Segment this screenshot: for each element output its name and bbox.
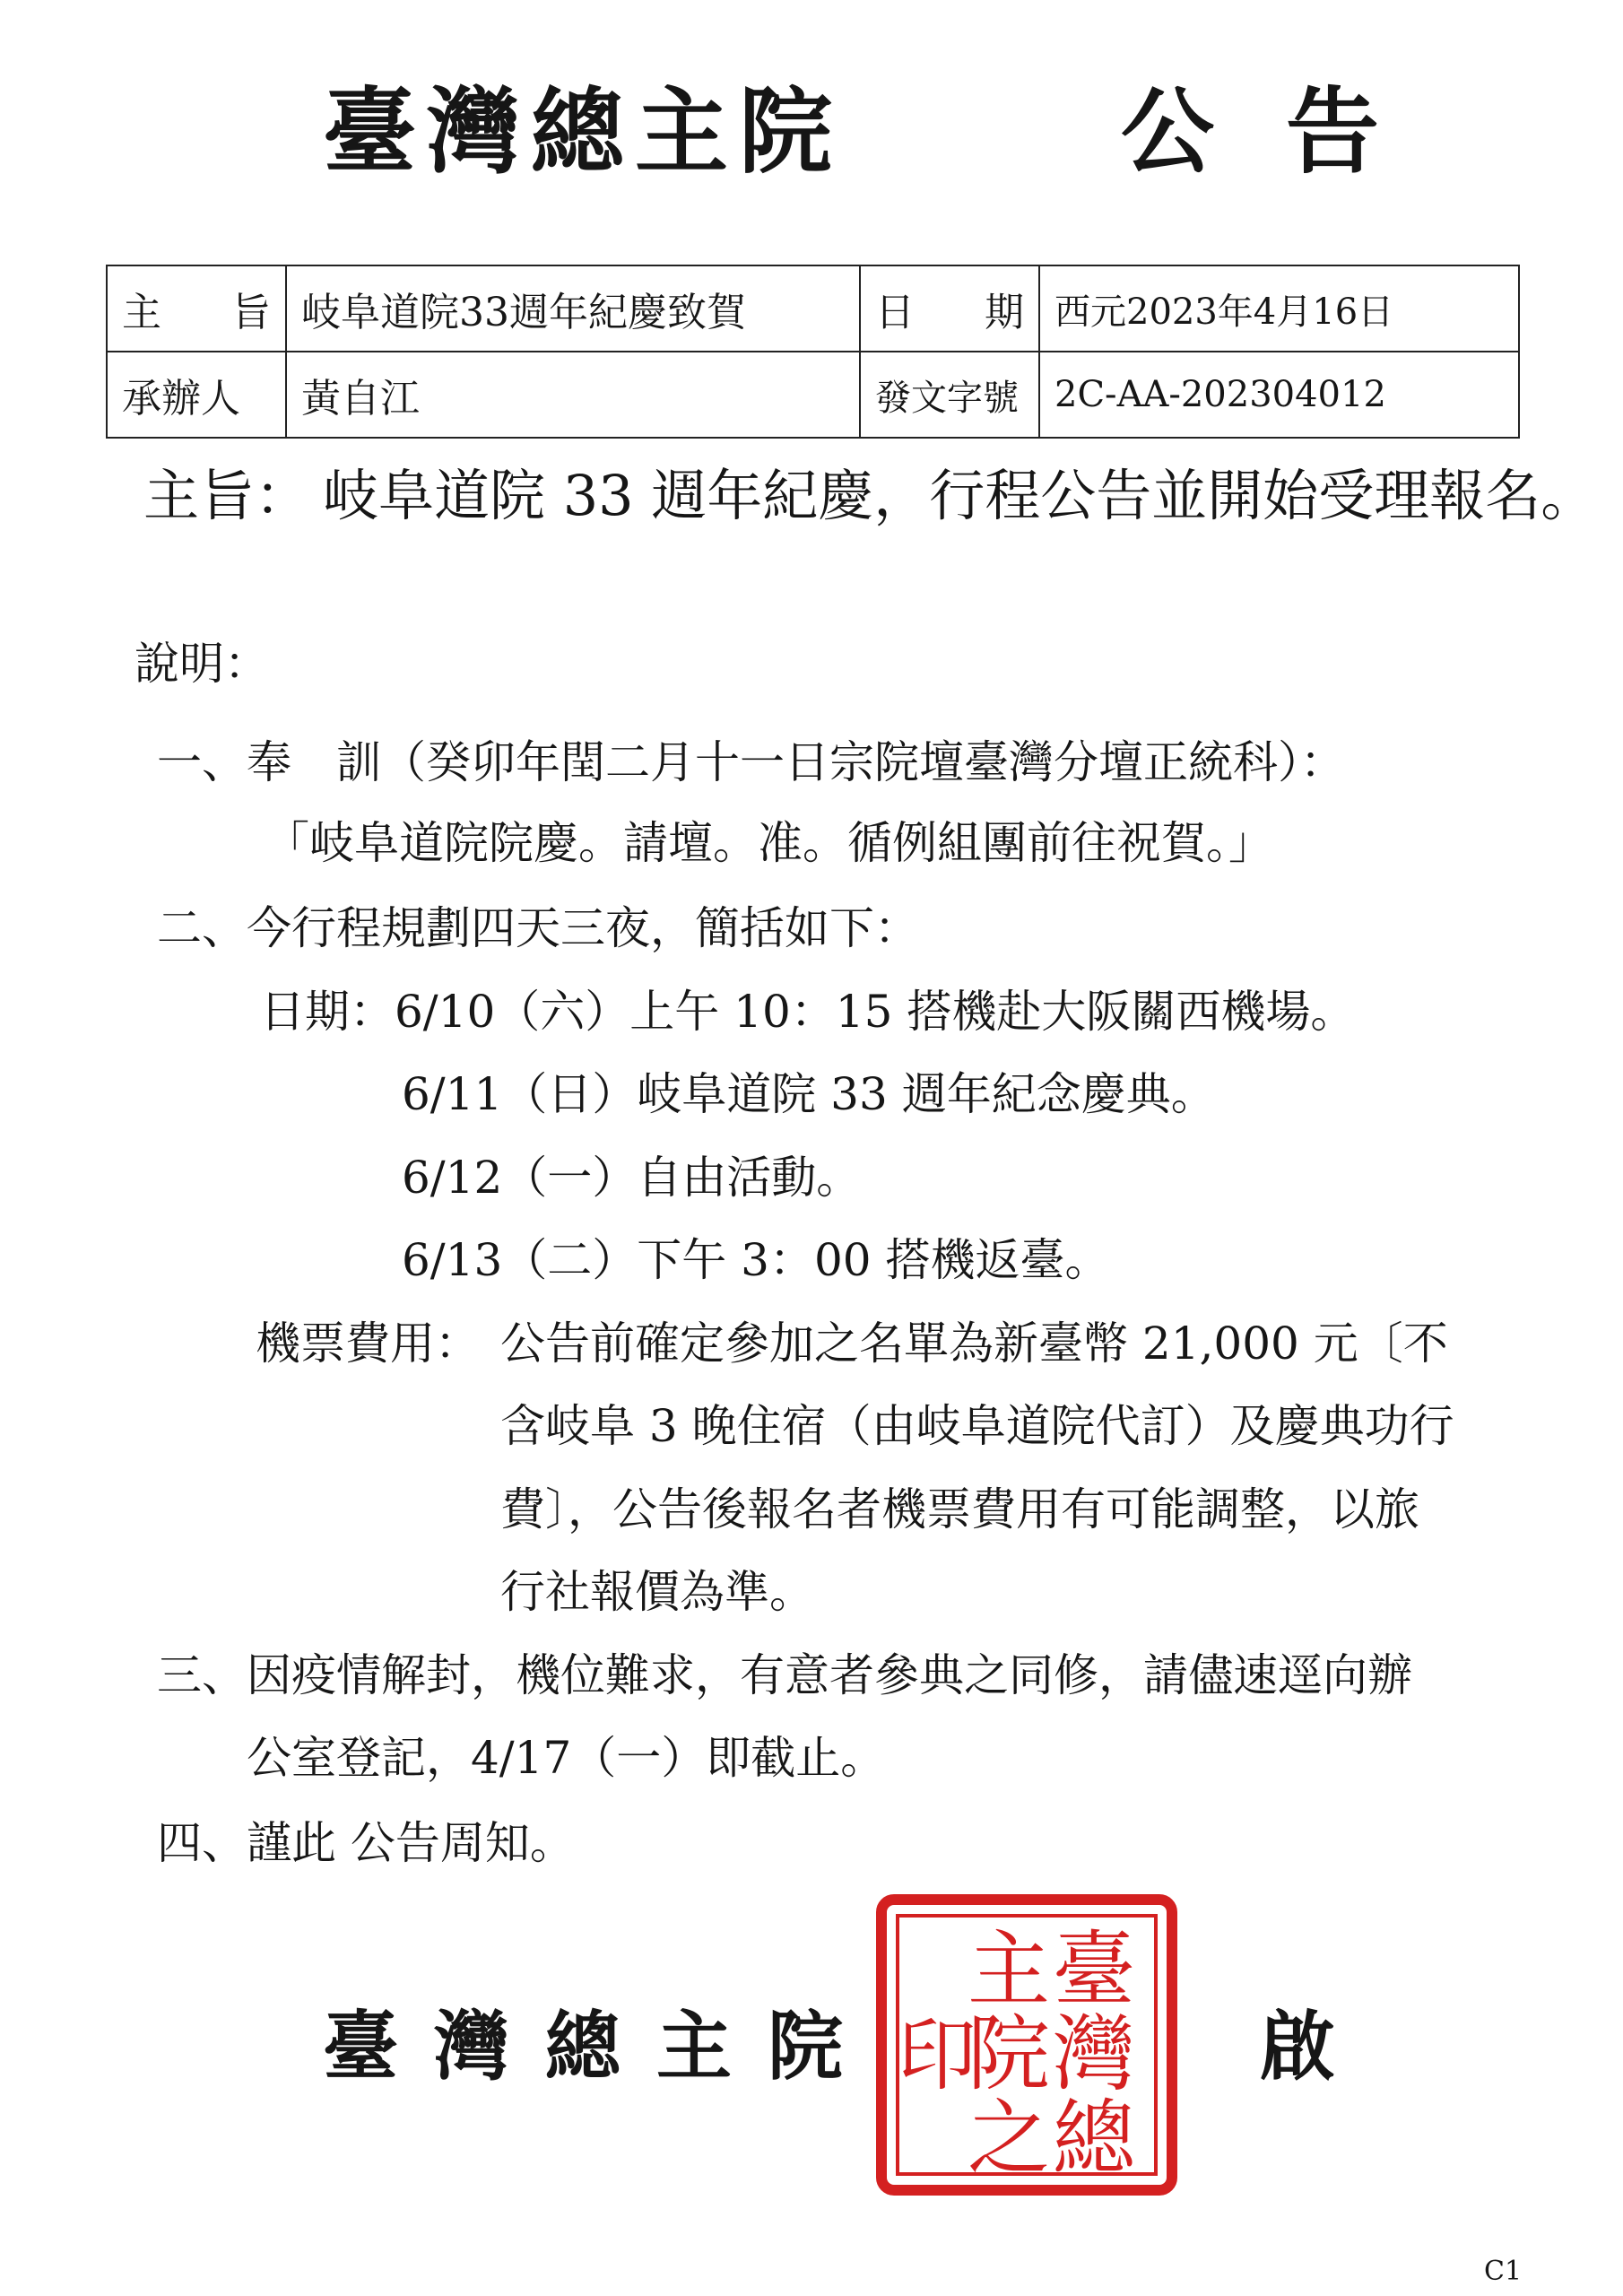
docno-label: 發文字號 (860, 352, 1039, 438)
schedule-line-4: 6/13（二）下午 3：00 搭機返臺。 (402, 1234, 1110, 1286)
footer-closing: 啟 (1260, 2003, 1336, 2091)
handler-value: 黃自江 (286, 352, 860, 438)
schedule-line-1: 日期：6/10（六）上午 10：15 搭機赴大阪關西機場。 (260, 986, 1356, 1038)
subject-label-cell (107, 265, 286, 352)
fee-label: 機票費用： (256, 1318, 480, 1370)
subject-label-char-2: 旨 (231, 290, 271, 335)
item-four-line-1: 四、謹此 公告周知。 (157, 1817, 575, 1869)
date-label (875, 280, 1024, 337)
info-row-handler (107, 352, 1519, 438)
fee-line-2: 含岐阜 3 晚住宿（由岐阜道院代訂）及慶典功行 (500, 1400, 1454, 1452)
schedule-line-2: 6/11（日）岐阜道院 33 週年紀念慶典。 (402, 1068, 1216, 1120)
item-three-line-1: 三、因疫情解封，機位難求，有意者參典之同修，請儘速逕向辦 (157, 1649, 1412, 1701)
svg-text:院: 院 (967, 2006, 1051, 2102)
document-issuer-title: 臺灣總主院 (323, 77, 844, 187)
subject-label (122, 280, 271, 337)
item-one-line-2: 「岐阜道院院慶。請壇。准。循例組團前往祝賀。」 (265, 817, 1273, 869)
item-one-line-1: 一、奉 訓（癸卯年閏二月十一日宗院壇臺灣分壇正統科）： (157, 736, 1345, 788)
page-code: C1 (1484, 2256, 1523, 2287)
svg-text:之: 之 (967, 2091, 1051, 2187)
schedule-line-3: 6/12（一）自由活動。 (402, 1152, 862, 1204)
item-three-line-2: 公室登記，4/17（一）即截止。 (247, 1732, 886, 1784)
document-type-title: 公告 (1121, 77, 1452, 187)
fee-line-4: 行社報價為準。 (500, 1566, 814, 1618)
subject-paragraph-text: 岐阜道院 33 週年紀慶，行程公告並開始受理報名。 (323, 463, 1597, 528)
info-row-subject (107, 265, 1519, 352)
subject-value: 岐阜道院33週年紀慶致賀 (286, 265, 860, 352)
item-two-line-1: 二、今行程規劃四天三夜，簡括如下： (157, 902, 919, 954)
fee-line-1: 公告前確定參加之名單為新臺幣 21,000 元〔不 (500, 1318, 1448, 1370)
date-label-cell (860, 265, 1039, 352)
subject-paragraph-label: 主旨： (143, 463, 311, 528)
svg-text:主: 主 (967, 1922, 1051, 2018)
info-table (106, 265, 1520, 439)
date-label-char-1: 日 (875, 290, 915, 335)
official-seal (874, 1892, 1179, 2197)
explanation-label: 說明： (135, 638, 269, 690)
date-label-char-2: 期 (985, 290, 1024, 335)
date-value: 西元2023年4月16日 (1039, 265, 1519, 352)
svg-text:總: 總 (1052, 2091, 1136, 2187)
svg-text:印: 印 (897, 2009, 977, 2101)
handler-label: 承辦人 (107, 352, 286, 438)
footer-issuer: 臺灣總主院 (323, 2003, 880, 2091)
seal-graphic (874, 1892, 1179, 2197)
docno-value: 2C-AA-202304012 (1039, 352, 1519, 438)
svg-text:臺: 臺 (1052, 1922, 1136, 2018)
fee-line-3: 費〕，公告後報名者機票費用有可能調整，以旅 (500, 1483, 1419, 1535)
subject-label-char-1: 主 (122, 290, 161, 335)
svg-text:灣: 灣 (1052, 2006, 1136, 2102)
subject-paragraph (143, 453, 1623, 538)
